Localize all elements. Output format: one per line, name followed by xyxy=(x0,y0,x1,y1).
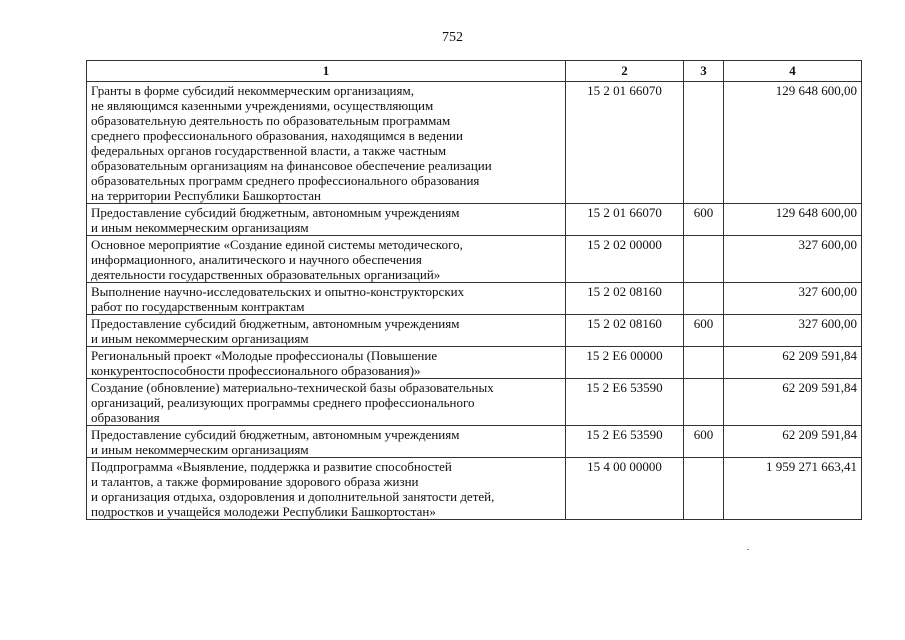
table-row xyxy=(87,379,862,426)
row-name: Региональный проект «Молодые профессионалы (Повышение конкурентоспособности профессионального образования)» xyxy=(87,347,566,379)
header-col-1: 1 xyxy=(87,61,566,82)
row-code: 15 2 Е6 00000 xyxy=(566,347,684,379)
row-name: Гранты в форме субсидий некоммерческим организациям, не являющимся казенными учреждениями, осуществляющим образовательную деятельность по образовательным программам среднего профессионального образования, находящимся в ведении федеральных органов государственной власти, а также частным образовательным организациям на финансовое обеспечение реализации образовательных программ среднего профессионального образования на территории Республики Башкортостан xyxy=(87,82,566,204)
row-sum: 327 600,00 xyxy=(724,315,862,347)
row-type xyxy=(684,236,724,283)
row-name: Предоставление субсидий бюджетным, автономным учреждениям и иным некоммерческим организациям xyxy=(87,315,566,347)
row-type: 600 xyxy=(684,204,724,236)
row-type xyxy=(684,458,724,520)
row-name: Подпрограмма «Выявление, поддержка и развитие способностей и талантов, а также формирование здорового образа жизни и организация отдыха, оздоровления и дополнительной занятости детей, подростков и учащейся молодежи Республики Башкортостан» xyxy=(87,458,566,520)
row-code: 15 2 01 66070 xyxy=(566,204,684,236)
row-code: 15 2 Е6 53590 xyxy=(566,426,684,458)
row-sum: 327 600,00 xyxy=(724,236,862,283)
table-row xyxy=(87,82,862,204)
row-code: 15 2 01 66070 xyxy=(566,82,684,204)
scan-speck xyxy=(747,549,749,550)
row-type xyxy=(684,347,724,379)
row-sum: 1 959 271 663,41 xyxy=(724,458,862,520)
page-number: 752 xyxy=(442,30,463,45)
row-sum: 62 209 591,84 xyxy=(724,426,862,458)
row-code: 15 2 02 08160 xyxy=(566,315,684,347)
table-row xyxy=(87,283,862,315)
row-sum: 62 209 591,84 xyxy=(724,379,862,426)
row-code: 15 2 02 08160 xyxy=(566,283,684,315)
table-row xyxy=(87,458,862,520)
row-name: Основное мероприятие «Создание единой системы методического, информационного, аналитического и научного обеспечения деятельности государственных образовательных организаций» xyxy=(87,236,566,283)
row-type xyxy=(684,82,724,204)
row-name: Создание (обновление) материально-технической базы образовательных организаций, реализующих программы среднего профессионального образования xyxy=(87,379,566,426)
row-code: 15 2 Е6 53590 xyxy=(566,379,684,426)
table-row xyxy=(87,315,862,347)
table-row xyxy=(87,236,862,283)
table-row xyxy=(87,204,862,236)
budget-table xyxy=(86,60,862,520)
row-type xyxy=(684,283,724,315)
row-name: Предоставление субсидий бюджетным, автономным учреждениям и иным некоммерческим организациям xyxy=(87,204,566,236)
row-sum: 327 600,00 xyxy=(724,283,862,315)
header-col-2: 2 xyxy=(566,61,684,82)
header-col-4: 4 xyxy=(724,61,862,82)
row-type: 600 xyxy=(684,426,724,458)
row-type xyxy=(684,379,724,426)
row-sum: 62 209 591,84 xyxy=(724,347,862,379)
row-code: 15 2 02 00000 xyxy=(566,236,684,283)
table-row xyxy=(87,347,862,379)
row-name: Выполнение научно-исследовательских и опытно-конструкторских работ по государственным контрактам xyxy=(87,283,566,315)
table-row xyxy=(87,426,862,458)
row-sum: 129 648 600,00 xyxy=(724,204,862,236)
row-sum: 129 648 600,00 xyxy=(724,82,862,204)
header-col-3: 3 xyxy=(684,61,724,82)
row-name: Предоставление субсидий бюджетным, автономным учреждениям и иным некоммерческим организациям xyxy=(87,426,566,458)
table-header-row xyxy=(87,61,862,82)
row-type: 600 xyxy=(684,315,724,347)
row-code: 15 4 00 00000 xyxy=(566,458,684,520)
